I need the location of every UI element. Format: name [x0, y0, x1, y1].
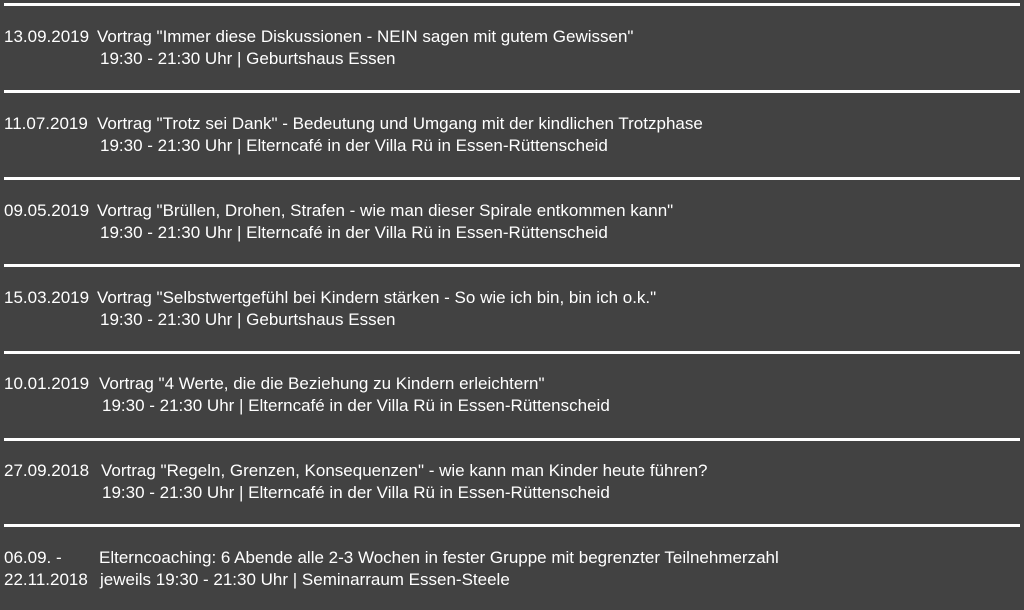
event-date: 06.09. - [4, 548, 62, 567]
divider [4, 524, 1020, 527]
event-title: Vortrag "Selbstwertgefühl bei Kindern stärken - So wie ich bin, bin ich o.k." [97, 288, 657, 307]
event-details: 19:30 - 21:30 Uhr | Geburtshaus Essen [100, 310, 396, 329]
divider [4, 177, 1020, 180]
event-entry [0, 374, 1024, 424]
event-title: Vortrag "Trotz sei Dank" - Bedeutung und Umgang mit der kindlichen Trotzphase [97, 114, 703, 133]
event-entry [0, 461, 1024, 511]
event-details: jeweils 19:30 - 21:30 Uhr | Seminarraum Essen-Steele [100, 570, 510, 589]
event-details: 19:30 - 21:30 Uhr | Elterncafé in der Villa Rü in Essen-Rüttenscheid [102, 483, 610, 502]
event-date: 09.05.2019 [4, 201, 90, 220]
event-title: Vortrag "Brüllen, Drohen, Strafen - wie man dieser Spirale entkommen kann" [97, 201, 674, 220]
event-title: Vortrag "4 Werte, die die Beziehung zu Kindern erleichtern" [99, 374, 545, 393]
event-title: Elterncoaching: 6 Abende alle 2-3 Wochen in fester Gruppe mit begrenzter Teilnehmerzahl [99, 548, 779, 567]
event-date: 11.07.2019 [4, 114, 88, 133]
event-entry [0, 114, 1024, 164]
event-title: Vortrag "Regeln, Grenzen, Konsequenzen" - wie kann man Kinder heute führen? [101, 461, 708, 480]
event-entry [0, 27, 1024, 77]
event-entry [0, 548, 1024, 598]
event-date: 15.03.2019 [4, 288, 90, 307]
event-date: 27.09.2018 [4, 461, 90, 480]
divider [4, 438, 1020, 441]
event-details: 19:30 - 21:30 Uhr | Geburtshaus Essen [100, 49, 396, 68]
event-details: 19:30 - 21:30 Uhr | Elterncafé in der Villa Rü in Essen-Rüttenscheid [100, 223, 608, 242]
event-title: Vortrag "Immer diese Diskussionen - NEIN sagen mit gutem Gewissen" [97, 27, 634, 46]
divider [4, 3, 1020, 6]
event-entry [0, 288, 1024, 338]
event-date: 10.01.2019 [4, 374, 90, 393]
event-date: 13.09.2019 [4, 27, 90, 46]
event-date-end: 22.11.2018 [4, 570, 88, 589]
event-details: 19:30 - 21:30 Uhr | Elterncafé in der Villa Rü in Essen-Rüttenscheid [100, 136, 608, 155]
event-details: 19:30 - 21:30 Uhr | Elterncafé in der Villa Rü in Essen-Rüttenscheid [102, 396, 610, 415]
divider [4, 351, 1020, 354]
divider [4, 264, 1020, 267]
divider [4, 90, 1020, 93]
event-entry [0, 201, 1024, 251]
